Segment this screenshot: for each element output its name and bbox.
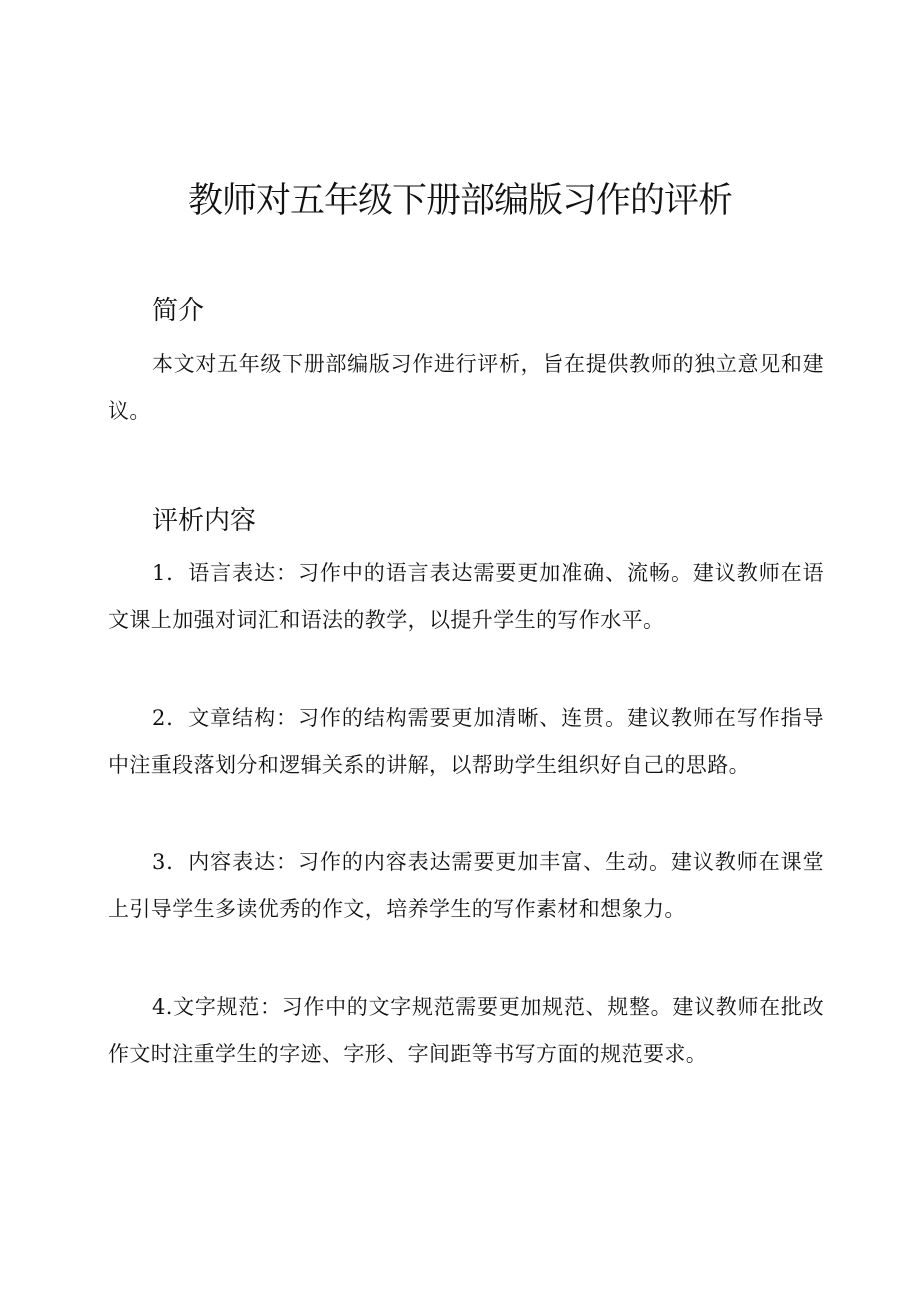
analysis-item-2: 2．文章结构：习作的结构需要更加清晰、连贯。建议教师在写作指导中注重段落划分和逻辑关系的讲解，以帮助学生组织好自己的思路。	[108, 706, 824, 777]
analysis-heading: 评析内容	[152, 506, 257, 536]
analysis-item-1: 1．语言表达：习作中的语言表达需要更加准确、流畅。建议教师在语文课上加强对词汇和语法的教学，以提升学生的写作水平。	[108, 561, 824, 632]
document-title: 教师对五年级下册部编版习作的评析	[187, 181, 732, 221]
analysis-item-4: 4.文字规范：习作中的文字规范需要更加规范、规整。建议教师在批改作文时注重学生的字迹、字形、字间距等书写方面的规范要求。	[108, 995, 824, 1066]
intro-heading: 简介	[152, 296, 205, 326]
analysis-item-3: 3．内容表达：习作的内容表达需要更加丰富、生动。建议教师在课堂上引导学生多读优秀的作文，培养学生的写作素材和想象力。	[108, 850, 824, 921]
intro-paragraph: 本文对五年级下册部编版习作进行评析，旨在提供教师的独立意见和建议。	[108, 352, 824, 423]
